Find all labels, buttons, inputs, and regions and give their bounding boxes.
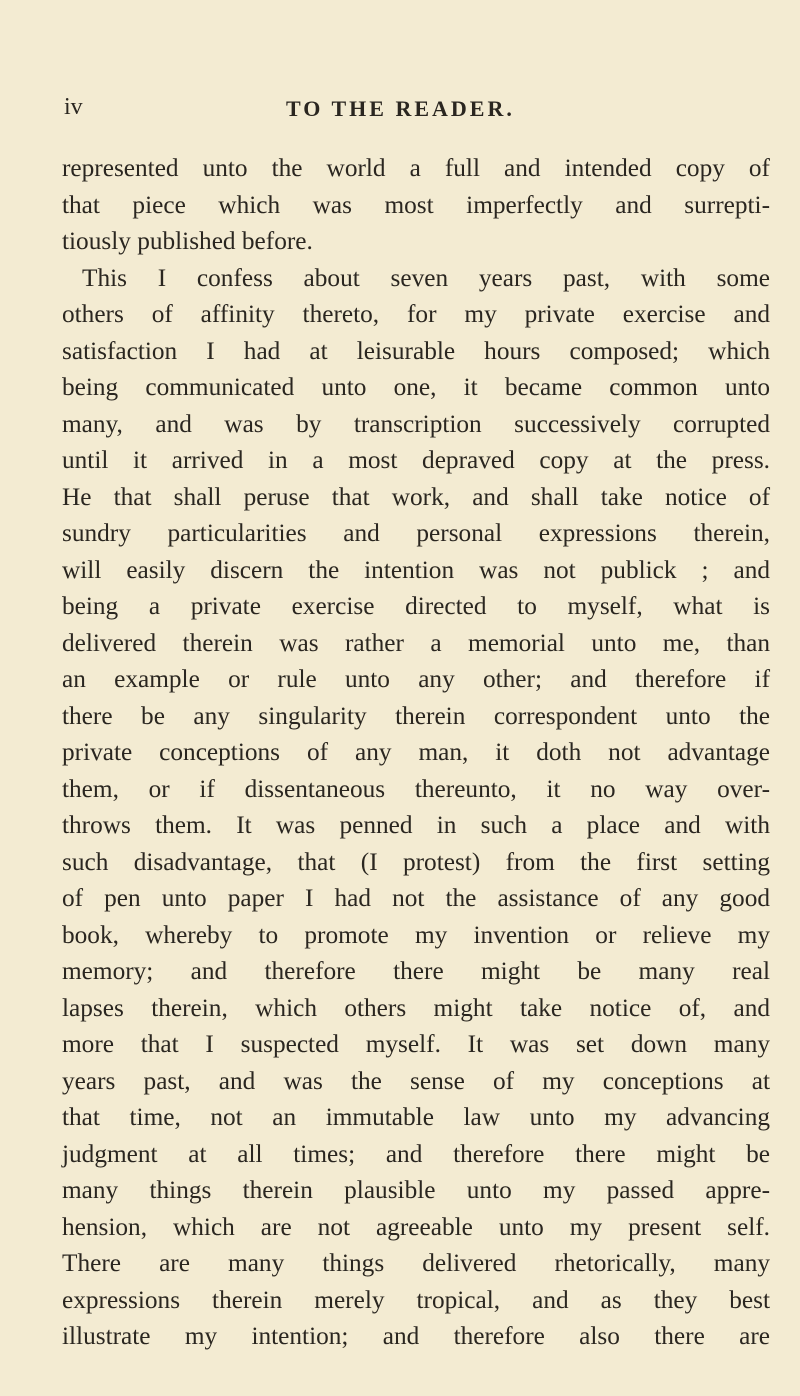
- text-line: memory; and therefore there might be many real: [62, 957, 770, 985]
- body-text: [62, 150, 770, 1355]
- text-line: He that shall peruse that work, and shall take notice of: [62, 482, 770, 511]
- text-line: that time, not an immutable law unto my advancing: [62, 1103, 770, 1131]
- text-line: judgment at all times; and therefore there might be: [62, 1139, 770, 1168]
- text-line: This I confess about seven years past, with some: [82, 263, 770, 292]
- text-line: many things therein plausible unto my passed appre-: [62, 1176, 770, 1204]
- text-line: that piece which was most imperfectly and surrepti-: [62, 190, 770, 219]
- text-line: represented unto the world a full and intended copy of: [62, 154, 770, 182]
- text-line: hension, which are not agreeable unto my present self.: [62, 1212, 770, 1241]
- text-line: will easily discern the intention was not publick ; and: [62, 555, 770, 584]
- text-line: being communicated unto one, it became common unto: [62, 373, 770, 401]
- text-line: there be any singularity therein correspondent unto the: [62, 701, 770, 730]
- text-line: such disadvantage, that (I protest) from the first setting: [62, 847, 770, 876]
- text-line: delivered therein was rather a memorial unto me, than: [62, 628, 770, 657]
- text-line: lapses therein, which others might take notice of, and: [62, 993, 770, 1022]
- text-line: expressions therein merely tropical, and as they best: [62, 1285, 770, 1314]
- text-line: satisfaction I had at leisurable hours composed; which: [62, 336, 770, 365]
- text-line: illustrate my intention; and therefore also there are: [62, 1322, 770, 1350]
- text-line: private conceptions of any man, it doth not advantage: [62, 738, 770, 766]
- text-line: an example or rule unto any other; and therefore if: [62, 665, 770, 693]
- text-line: of pen unto paper I had not the assistance of any good: [62, 884, 770, 912]
- text-line: throws them. It was penned in such a place and with: [62, 811, 770, 839]
- text-line: them, or if dissentaneous thereunto, it no way over-: [62, 774, 770, 803]
- text-line: many, and was by transcription successively corrupted: [62, 409, 770, 438]
- text-line: more that I suspected myself. It was set down many: [62, 1030, 770, 1058]
- text-line: until it arrived in a most depraved copy at the press.: [62, 446, 770, 474]
- text-line: tiously published before.: [62, 227, 313, 255]
- text-line: being a private exercise directed to myself, what is: [62, 592, 770, 620]
- page-header: [62, 94, 770, 134]
- text-line: sundry particularities and personal expressions therein,: [62, 519, 770, 547]
- text-line: There are many things delivered rhetorically, many: [62, 1249, 770, 1277]
- running-head: TO THE READER.: [286, 96, 515, 121]
- text-line: years past, and was the sense of my conceptions at: [62, 1066, 770, 1095]
- page-number: iv: [64, 94, 83, 120]
- text-line: others of affinity thereto, for my private exercise and: [62, 300, 770, 328]
- book-page: [62, 94, 770, 1355]
- text-line: book, whereby to promote my invention or relieve my: [62, 920, 770, 949]
